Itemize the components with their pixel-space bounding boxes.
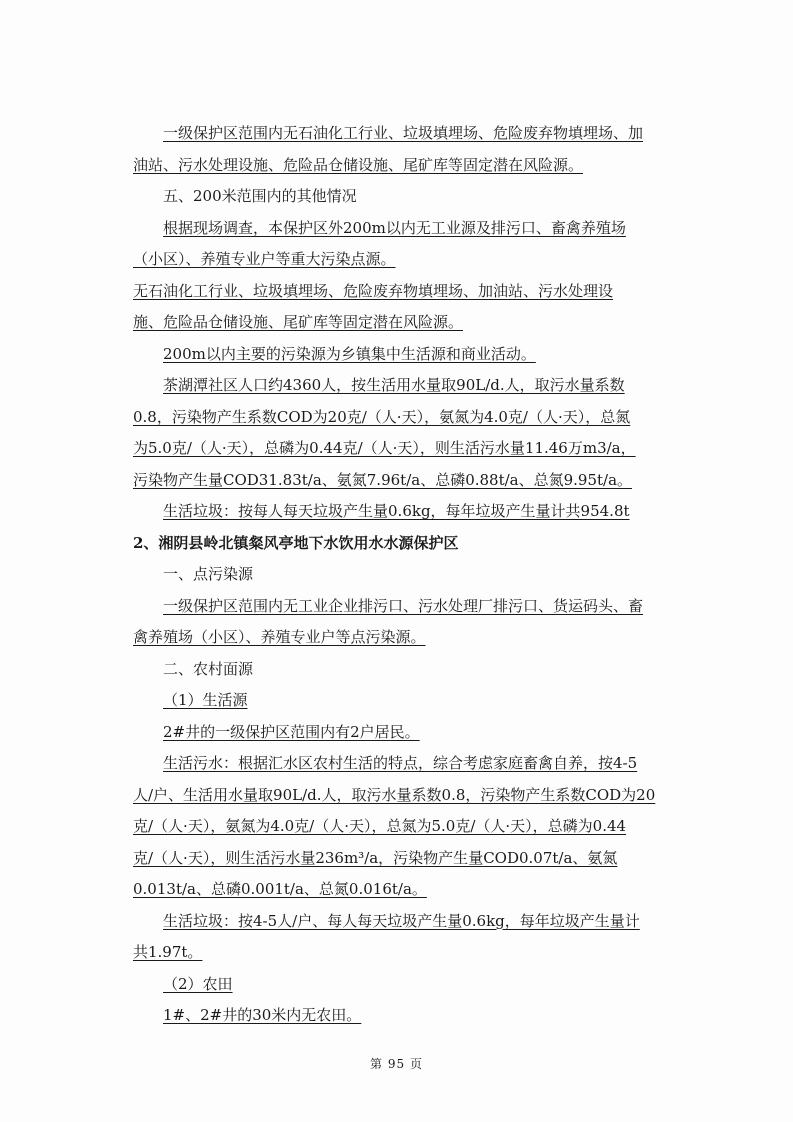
paragraph-line: 人/户、生活用水量取90L/d.人，取污水量系数0.8，污染物产生系数COD为20 <box>133 785 656 804</box>
document-body <box>133 118 665 1032</box>
paragraph-line: 0.013t/a、总磷0.001t/a、总氮0.016t/a。 <box>133 880 427 898</box>
paragraph-line: 2#井的一级保护区范围内有2户居民。 <box>163 722 420 741</box>
section-heading: 五、200米范围内的其他情况 <box>163 187 357 205</box>
paragraph-line: 生活污水：根据汇水区农村生活的特点，综合考虑家庭畜禽自养，按4-5 <box>163 754 638 772</box>
paragraph-line: 污染物产生量COD31.83t/a、氨氮7.96t/a、总磷0.88t/a、总氮9.95t/a。 <box>133 470 633 489</box>
paragraph-line: 生活垃圾：按每人每天垃圾产生量0.6kg，每年垃圾产生量计共954.8t <box>163 502 630 520</box>
paragraph-line: 一级保护区范围内无石油化工行业、垃圾填埋场、危险废弃物填埋场、加 <box>163 124 644 142</box>
paragraph-line: 共1.97t。 <box>133 943 203 961</box>
paragraph-line: 克/（人·天），则生活污水量236m³/a，污染物产生量COD0.07t/a、氨氮 <box>133 848 618 867</box>
subsection-heading: （1）生活源 <box>163 691 248 709</box>
subsection-heading: （2）农田 <box>163 974 233 993</box>
paragraph-line: 200m以内主要的污染源为乡镇集中生活源和商业活动。 <box>163 344 536 363</box>
paragraph-line: 一级保护区范围内无工业企业排污口、污水处理厂排污口、货运码头、畜 <box>163 596 644 615</box>
paragraph-line: 克/（人·天），氨氮为4.0克/（人·天），总氮为5.0克/（人·天），总磷为0.44 <box>133 817 627 835</box>
paragraph-line: 生活垃圾：按4-5人/户、每人每天垃圾产生量0.6kg，每年垃圾产生量计 <box>163 911 640 930</box>
paragraph-line: 油站、污水处理设施、危险品仓储设施、尾矿库等固定潜在风险源。 <box>133 155 584 174</box>
paragraph-line: 茶湖潭社区人口约4360人，按生活用水量取90L/d.人，取污水量系数 <box>163 376 625 394</box>
paragraph-line: 1#、2#井的30米内无农田。 <box>163 1006 362 1024</box>
paragraph-line: 无石油化工行业、垃圾填埋场、危险废弃物填埋场、加油站、污水处理设 <box>133 281 614 300</box>
paragraph-line: 根据现场调查，本保护区外200m以内无工业源及排污口、畜禽养殖场 <box>163 218 626 237</box>
paragraph-line: 施、危险品仓储设施、尾矿库等固定潜在风险源。 <box>133 313 464 331</box>
paragraph-line: （小区）、养殖专业户等重大污染点源。 <box>133 250 396 268</box>
page-number: 第 95 页 <box>370 1057 423 1071</box>
section-heading: 2、湘阴县岭北镇粲风亭地下水饮用水水源保护区 <box>133 533 459 552</box>
subsection-heading: 二、农村面源 <box>163 659 254 678</box>
paragraph-line: 0.8，污染物产生系数COD为20克/（人·天），氨氮为4.0克/（人·天），总氮 <box>133 407 631 426</box>
paragraph-line: 为5.0克/（人·天），总磷为0.44克/（人·天），则生活污水量11.46万m3/a， <box>133 439 636 457</box>
paragraph-line: 禽养殖场（小区）、养殖专业户等点污染源。 <box>133 628 426 646</box>
subsection-heading: 一、点污染源 <box>163 565 254 583</box>
